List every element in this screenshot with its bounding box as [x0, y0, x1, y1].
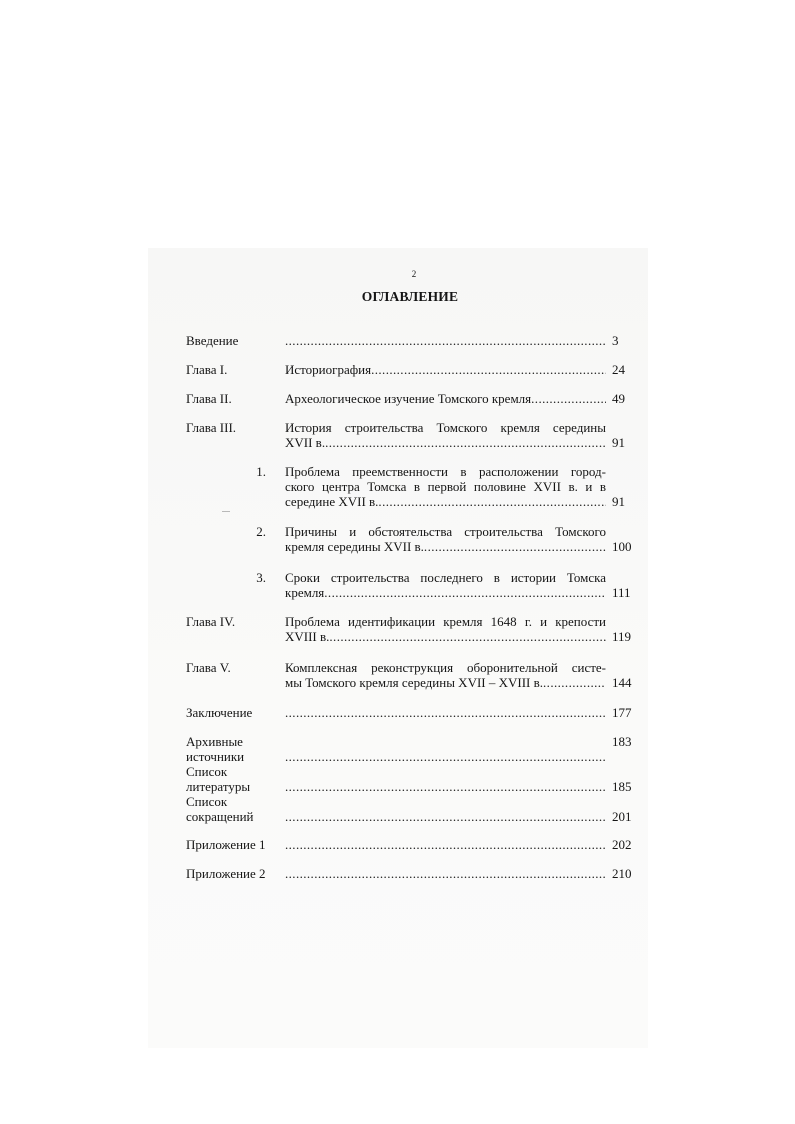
entry-page: 177 — [612, 705, 632, 720]
dot-leader — [285, 705, 606, 720]
entry-title — [285, 391, 606, 406]
entry-text: кремля середины XVII в. — [285, 539, 424, 554]
entry-label: Глава III. — [186, 420, 237, 435]
entry-page: 100 — [612, 539, 632, 554]
entry-page: 201 — [612, 809, 632, 824]
entry-page: 210 — [612, 866, 632, 881]
entry-label-line: сокращений — [186, 809, 254, 824]
entry-title — [285, 779, 606, 794]
entry-label-line: Список — [186, 764, 228, 779]
entry-leader-line — [285, 362, 606, 377]
page-title: ОГЛАВЛЕНИЕ — [361, 289, 459, 304]
dot-leader — [285, 837, 606, 852]
entry-leader-line — [285, 539, 606, 554]
entry-label — [186, 764, 282, 794]
entry-page: 183 — [612, 734, 632, 749]
entry-label: Приложение 2 — [186, 866, 266, 881]
dot-leader — [378, 494, 606, 509]
scan-mark — [222, 511, 230, 512]
entry-text: История строительства Томского кремля середины — [285, 420, 606, 435]
entry-page: 119 — [612, 629, 632, 644]
entry-title — [285, 570, 606, 600]
entry-page: 24 — [612, 362, 625, 377]
dot-leader — [285, 333, 606, 348]
entry-text: ского центра Томска в первой половине XVII в. и в — [285, 479, 606, 494]
entry-title — [285, 809, 606, 824]
dot-leader — [285, 866, 606, 881]
entry-title — [285, 333, 606, 348]
entry-text: мы Томского кремля середины XVII – XVIII в. — [285, 675, 544, 690]
entry-number: 3. — [256, 570, 266, 585]
entry-leader-line — [285, 333, 606, 348]
dot-leader — [531, 391, 606, 406]
entry-leader-line — [285, 837, 606, 852]
entry-leader-line — [285, 779, 606, 794]
entry-title — [285, 524, 606, 554]
entry-text: Проблема идентификации кремля 1648 г. и крепости — [285, 614, 606, 629]
entry-number: 1. — [256, 464, 266, 479]
entry-page: 111 — [612, 585, 631, 600]
entry-text: Сроки строительства последнего в истории Томска — [285, 570, 606, 585]
entry-leader-line — [285, 494, 606, 509]
entry-label: Приложение 1 — [186, 837, 266, 852]
entry-label — [186, 794, 282, 824]
entry-text: середине XVII в. — [285, 494, 379, 509]
entry-label: Глава IV. — [186, 614, 236, 629]
entry-leader-line — [285, 629, 606, 644]
entry-label-line: литературы — [186, 779, 251, 794]
entry-label-line: источники — [186, 749, 245, 764]
entry-title — [285, 749, 606, 764]
entry-title — [285, 866, 606, 881]
entry-leader-line — [285, 585, 606, 600]
entry-label: Глава II. — [186, 391, 232, 406]
dot-leader — [424, 539, 606, 554]
entry-text: кремля — [285, 585, 325, 600]
dot-leader — [285, 809, 606, 824]
page-number: 2 — [411, 269, 417, 279]
dot-leader — [324, 585, 606, 600]
entry-page: 49 — [612, 391, 625, 406]
dot-leader — [371, 362, 606, 377]
entry-page: 91 — [612, 435, 625, 450]
entry-title — [285, 362, 606, 377]
entry-leader-line — [285, 866, 606, 881]
dot-leader — [329, 629, 606, 644]
entry-page: 185 — [612, 779, 632, 794]
entry-label: Глава V. — [186, 660, 231, 675]
entry-page: 144 — [612, 675, 632, 690]
entry-leader-line — [285, 435, 606, 450]
entry-text: XVIII в. — [285, 629, 330, 644]
entry-text: XVII в. — [285, 435, 326, 450]
entry-title — [285, 420, 606, 450]
entry-page: 91 — [612, 494, 625, 509]
entry-text: Причины и обстоятельства строительства Томского — [285, 524, 606, 539]
entry-leader-line — [285, 749, 606, 764]
dot-leader — [543, 675, 606, 690]
entry-number: 2. — [256, 524, 266, 539]
entry-label: Введение — [186, 333, 239, 348]
dot-leader — [285, 779, 606, 794]
entry-text: Историография — [285, 362, 372, 377]
entry-title — [285, 464, 606, 509]
entry-label-line: Архивные — [186, 734, 243, 749]
entry-label-line: Список — [186, 794, 228, 809]
entry-title — [285, 614, 606, 644]
entry-text: Проблема преемственности в расположении город- — [285, 464, 606, 479]
entry-label — [186, 734, 282, 764]
entry-text: Комплексная реконструкция оборонительной систе- — [285, 660, 606, 675]
entry-label: Заключение — [186, 705, 253, 720]
entry-title — [285, 837, 606, 852]
entry-title — [285, 660, 606, 690]
entry-leader-line — [285, 705, 606, 720]
entry-page: 202 — [612, 837, 632, 852]
entry-title — [285, 705, 606, 720]
entry-leader-line — [285, 809, 606, 824]
entry-label: Глава I. — [186, 362, 228, 377]
dot-leader — [325, 435, 606, 450]
entry-leader-line — [285, 675, 606, 690]
dot-leader — [285, 749, 606, 764]
entry-page: 3 — [612, 333, 619, 348]
entry-text: Археологическое изучение Томского кремля — [285, 391, 532, 406]
entry-leader-line — [285, 391, 606, 406]
